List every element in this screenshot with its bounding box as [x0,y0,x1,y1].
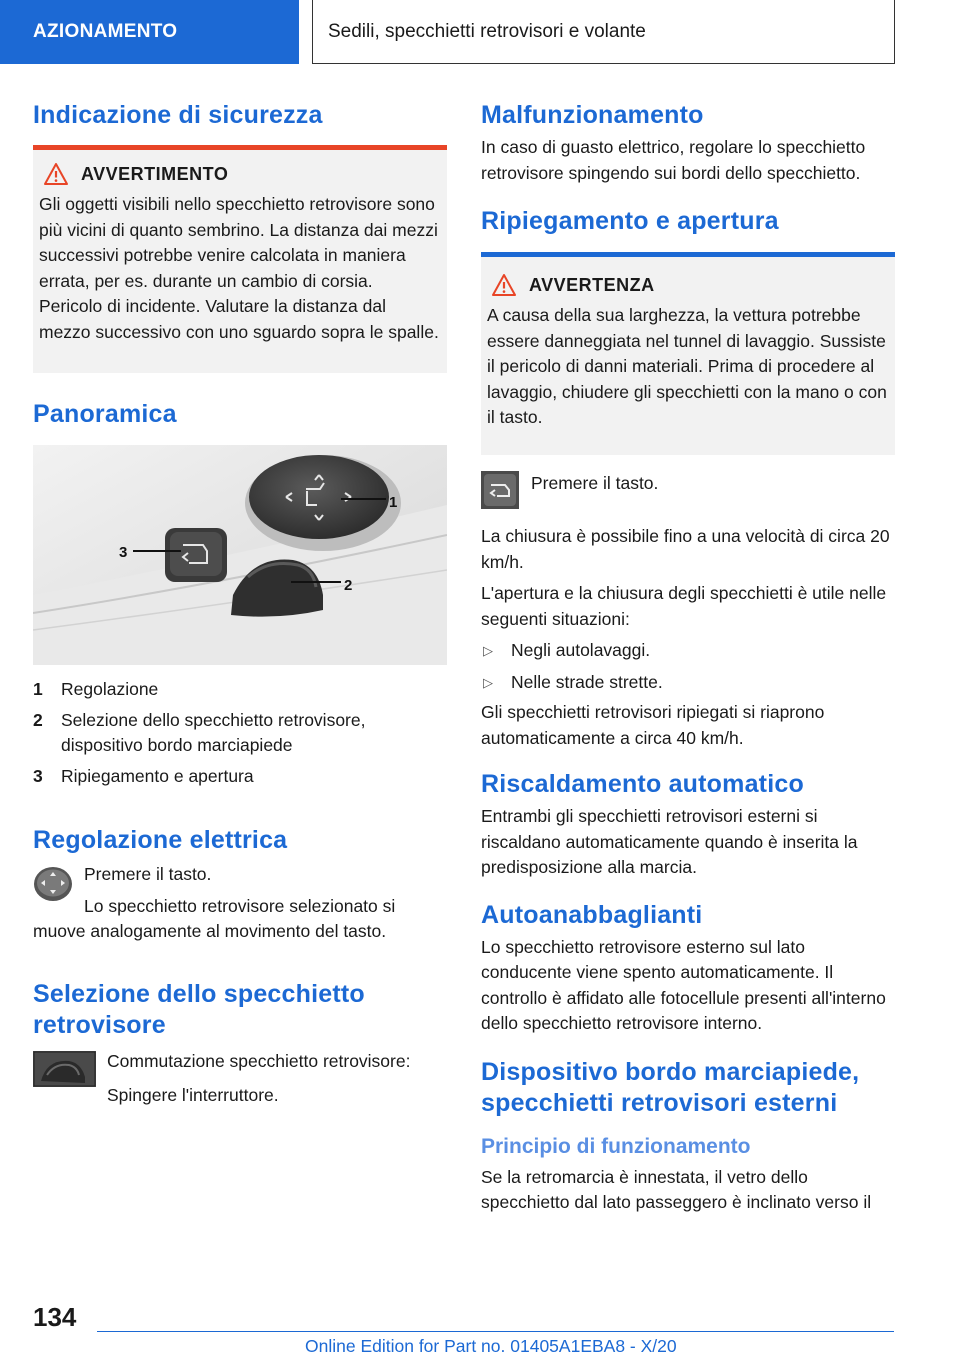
dimming-text: Lo specchietto retrovisore esterno sul lato conducente viene spento automaticamente. Il controllo è affidato alle fotocellule presenti all'interno dello specchietto retrovisore interno. [481,936,886,1033]
page-number: 134 [33,1302,77,1332]
legend-item [33,764,447,790]
right-column [481,100,895,1216]
fold-reopen-text: Gli specchietti retrovisori ripiegati si riaprono automaticamente a circa 40 km/h. [481,702,825,748]
legend-number: 3 [33,765,43,786]
mirror-adjust-button-icon [33,864,73,904]
warning-box [33,150,447,373]
callout-1: 1 [389,494,398,511]
mirror-controls-illustration [33,445,447,665]
selection-block [33,1049,447,1109]
triangle-bullet-icon: ▷ [483,674,493,690]
electric-step: Premere il tasto. [84,864,212,884]
legend-item [33,708,447,759]
list-item-text: Nelle strade strette. [511,671,663,692]
malfunction-heading: Malfunzionamento [481,101,704,129]
fold-heading: Ripiegamento e apertura [481,207,779,235]
warning-title: AVVERTIMENTO [81,163,229,184]
advisory-text: A causa della sua larghezza, la vettura potrebbe essere danneggiata nel tunnel di lavaggio. Sussiste il pericolo di danni materiali. Prima di procedere al lavaggio, chiudere gli specchietti con la mano o con il tasto. [487,305,887,427]
chapter-title: Sedili, specchietti retrovisori e volante [328,20,646,42]
edition-info: Online Edition for Part no. 01405A1EBA8 - X/20 [305,1336,677,1356]
selection-action: Spingere l'interruttore. [107,1085,279,1105]
warning-text: Gli oggetti visibili nello specchietto retrovisore sono più vicini di quanto sembrino. La distanza dai mezzi successivi potrebbe venire calcolata in maniera errata, per es. durante un cambio di corsia. Pericolo di incidente. Valutare la distanza dal mezzo successivo con uno sguardo sopra le spalle. [39,194,439,342]
list-item [481,670,895,696]
fold-speed-text: La chiusura è possibile fino a una velocità di circa 20 km/h. [481,526,890,572]
warning-triangle-icon [491,273,517,297]
chapter-tab [312,0,895,64]
selection-heading: Selezione dello specchietto retrovisore [33,979,365,1039]
mirror-select-switch-icon [33,1051,96,1087]
warning-header [39,162,439,186]
heating-heading: Riscaldamento automatico [481,770,804,798]
selection-step: Commutazione specchietto retrovisore: [107,1050,411,1071]
footer-divider [97,1331,894,1332]
figure-legend [33,677,447,789]
electric-block [33,862,447,945]
legend-number: 1 [33,679,43,699]
heating-text: Entrambi gli specchietti retrovisori esterni si riscaldano automaticamente quando è inserita la predisposizione alla marcia. [481,806,858,877]
mirror-fold-button-icon [481,471,519,509]
electric-result: Lo specchietto retrovisore selezionato si muove analogamente al movimento del tasto. [33,895,396,941]
list-item-text: Negli autolavaggi. [511,640,651,660]
fold-use-text: L'apertura e la chiusura degli specchietti è utile nelle seguenti situazioni: [481,583,887,629]
warning-triangle-icon [43,162,69,186]
advisory-header [487,273,887,297]
list-item [481,638,895,664]
triangle-bullet-icon: ▷ [483,643,493,658]
advisory-title: AVVERTENZA [529,274,655,295]
left-column [33,100,447,1109]
legend-text: Ripiegamento e apertura [61,765,254,786]
advisory-box [481,257,895,455]
fold-press-text: Premere il tasto. [531,473,659,493]
callout-2: 2 [344,577,353,594]
legend-number: 2 [33,709,43,730]
curb-heading: Dispositivo bordo marciapiede, specchietti retrovisori esterni [481,1057,860,1117]
principle-text: Se la retromarcia è innestata, il vetro dello specchietto dal lato passeggero è inclinato verso il [481,1166,872,1212]
principle-heading: Principio di funzionamento [481,1134,751,1158]
safety-heading: Indicazione di sicurezza [33,101,323,129]
legend-text: Selezione dello specchietto retrovisore, dispositivo bordo marciapiede [61,709,366,755]
dimming-heading: Autoanabbaglianti [481,900,703,929]
legend-item [33,677,447,703]
section-tab: AZIONAMENTO [0,0,299,64]
legend-text: Regolazione [61,679,159,699]
overview-heading: Panoramica [33,400,177,428]
fold-bullet-list [481,638,895,695]
callout-3: 3 [119,544,128,561]
mirror-controls-figure [33,445,447,665]
electric-heading: Regolazione elettrica [33,826,288,854]
fold-step [481,471,895,509]
malfunction-text: In caso di guasto elettrico, regolare lo specchietto retrovisore spingendo sui bordi dello specchietto. [481,137,866,183]
